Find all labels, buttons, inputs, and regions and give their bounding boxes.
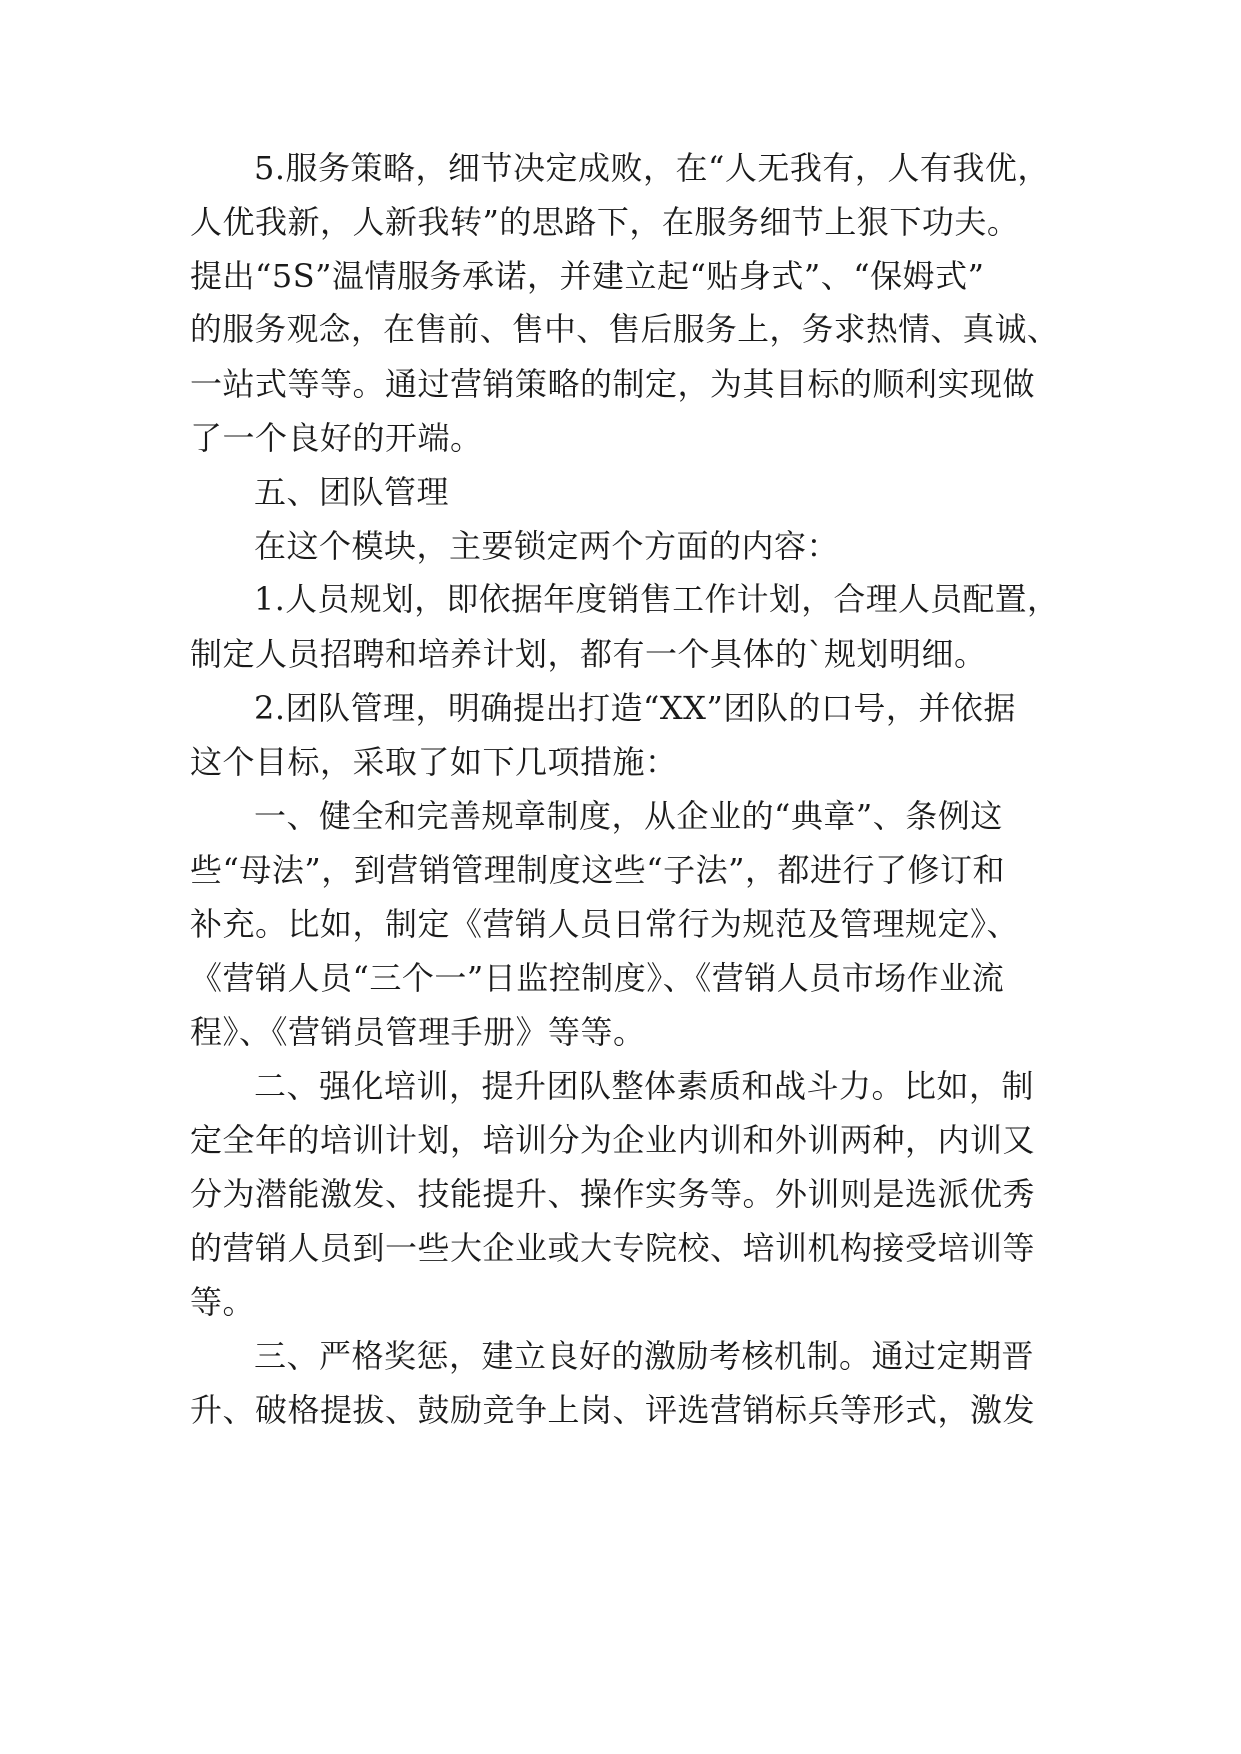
text-line: 二、强化培训，提升团队整体素质和战斗力。比如，制 xyxy=(254,1067,1035,1105)
text-line: 补充。比如，制定《营销人员日常行为规范及管理规定》、 xyxy=(190,905,1020,943)
text-line: 程》、《营销员管理手册》等等。 xyxy=(190,1013,646,1051)
text-line: 1.人员规划，即依据年度销售工作计划，合理人员配置， xyxy=(254,582,1060,618)
section-heading: 五、团队管理 xyxy=(254,473,450,511)
text-line: 定全年的培训计划，培训分为企业内训和外训两种，内训又 xyxy=(190,1121,1036,1159)
text-line: 人优我新，人新我转”的思路下，在服务细节上狠下功夫。 xyxy=(190,203,1020,241)
text-line: 升、破格提拔、鼓励竞争上岗、评选营销标兵等形式，激发 xyxy=(190,1391,1036,1429)
text-line: 一、健全和完善规章制度，从企业的“典章”、条例这 xyxy=(254,797,1003,835)
text-line: 制定人员招聘和培养计划，都有一个具体的`规划明细。 xyxy=(190,635,987,673)
text-line: 5.服务策略，细节决定成败，在“人无我有，人有我优， xyxy=(254,149,1050,187)
text-line: 提出“5S”温情服务承诺，并建立起“贴身式”、“保姆式” xyxy=(190,257,985,295)
text-line: 了一个良好的开端。 xyxy=(190,419,483,457)
text-line: 等。 xyxy=(190,1283,256,1321)
text-line: 这个目标，采取了如下几项措施： xyxy=(190,743,678,781)
text-line: 2.团队管理，明确提出打造“XX”团队的口号，并依据 xyxy=(254,689,1016,727)
text-line: 的服务观念，在售前、售中、售后服务上，务求热情、真诚、 xyxy=(190,312,1060,348)
text-line: 在这个模块，主要锁定两个方面的内容： xyxy=(254,527,840,565)
text-line: 分为潜能激发、技能提升、操作实务等。外训则是选派优秀 xyxy=(190,1175,1036,1213)
text-line: 一站式等等。通过营销策略的制定，为其目标的顺利实现做 xyxy=(190,365,1036,403)
text-line: 《营销人员“三个一”日监控制度》、《营销人员市场作业流 xyxy=(190,959,1005,997)
text-line: 三、严格奖惩，建立良好的激励考核机制。通过定期晋 xyxy=(254,1337,1035,1375)
text-line: 些“母法”，到营销管理制度这些“子法”，都进行了修订和 xyxy=(190,851,1005,889)
text-line: 的营销人员到一些大企业或大专院校、培训机构接受培训等 xyxy=(190,1229,1036,1267)
